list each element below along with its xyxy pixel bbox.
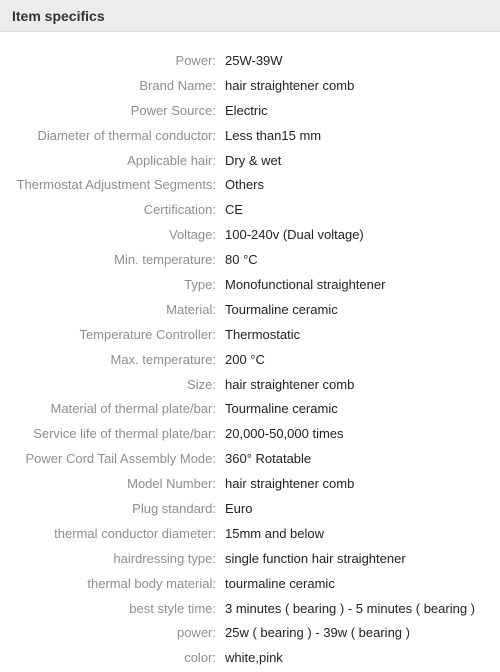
spec-label: Applicable hair: xyxy=(127,152,216,168)
spec-row-power-source xyxy=(0,99,500,124)
spec-label: Certification: xyxy=(143,202,216,218)
spec-label: Min. temperature: xyxy=(114,252,216,268)
spec-value: Less than15 mm xyxy=(225,127,322,143)
item-specifics-list xyxy=(0,49,500,671)
item-specifics-header xyxy=(0,0,500,32)
spec-label: Service life of thermal plate/bar: xyxy=(33,426,216,442)
spec-label: Model Number: xyxy=(127,476,216,492)
spec-value: Euro xyxy=(225,501,253,517)
spec-value: Dry & wet xyxy=(225,152,282,168)
spec-label: hairdressing type: xyxy=(113,550,216,566)
spec-label: best style time: xyxy=(129,600,216,616)
spec-row-best-style-time xyxy=(0,597,500,622)
spec-label: Voltage: xyxy=(169,227,216,243)
spec-label: Brand Name: xyxy=(139,77,216,93)
spec-row-power xyxy=(0,49,500,74)
spec-row-size xyxy=(0,373,500,398)
spec-label: color: xyxy=(184,650,216,666)
spec-value: Tourmaline ceramic xyxy=(225,301,338,317)
spec-label: Temperature Controller: xyxy=(79,326,216,342)
spec-value: 25W-39W xyxy=(225,53,283,68)
spec-value: Monofunctional straightener xyxy=(225,277,386,293)
spec-label: Material of thermal plate/bar: xyxy=(50,401,216,417)
spec-row-applicable-hair xyxy=(0,149,500,174)
spec-label: Type: xyxy=(184,277,216,293)
spec-value: white,pink xyxy=(225,650,283,666)
spec-row-plate-service-life xyxy=(0,422,500,447)
spec-row-hairdressing-type xyxy=(0,547,500,572)
spec-label: Power Cord Tail Assembly Mode: xyxy=(25,451,216,467)
spec-label: thermal body material: xyxy=(87,575,216,591)
spec-label: Diameter of thermal conductor: xyxy=(37,127,216,143)
spec-row-type xyxy=(0,273,500,298)
spec-row-plate-material xyxy=(0,397,500,422)
spec-label: Size: xyxy=(187,376,216,392)
spec-row-power-cord-mode xyxy=(0,447,500,472)
spec-label: thermal conductor diameter: xyxy=(54,525,216,541)
spec-value: 360° Rotatable xyxy=(225,451,312,467)
spec-label: Power Source: xyxy=(130,102,216,118)
spec-value: Tourmaline ceramic xyxy=(225,401,338,417)
spec-value: 3 minutes ( bearing ) - 5 minutes ( bearing ) xyxy=(225,600,475,616)
spec-row-temperature-controller xyxy=(0,323,500,348)
spec-row-min-temperature xyxy=(0,248,500,273)
spec-value: hair straightener comb xyxy=(225,77,355,93)
spec-label: Material: xyxy=(166,301,216,317)
spec-row-certification xyxy=(0,198,500,223)
spec-row-plug-standard xyxy=(0,497,500,522)
panel-title: Item specifics xyxy=(12,8,105,24)
spec-row-color xyxy=(0,646,500,671)
spec-row-material xyxy=(0,298,500,323)
spec-value: CE xyxy=(225,202,244,218)
spec-value: tourmaline ceramic xyxy=(225,575,335,591)
spec-row-thermostat-segments xyxy=(0,173,500,198)
spec-value: single function hair straightener xyxy=(225,550,406,566)
spec-value: 100-240v (Dual voltage) xyxy=(225,227,364,243)
spec-row-thermal-conductor-diameter xyxy=(0,522,500,547)
spec-value: 80 °C xyxy=(225,252,258,268)
spec-label: Max. temperature: xyxy=(110,351,216,367)
spec-value: 25w ( bearing ) - 39w ( bearing ) xyxy=(225,625,410,641)
spec-value: hair straightener comb xyxy=(225,476,355,492)
spec-value: hair straightener comb xyxy=(225,376,355,392)
spec-label: Power: xyxy=(175,53,216,68)
spec-label: Plug standard: xyxy=(132,501,216,517)
spec-row-power-range xyxy=(0,621,500,646)
spec-label: power: xyxy=(176,625,216,641)
spec-value: Others xyxy=(225,177,265,193)
spec-row-conductor-diameter xyxy=(0,124,500,149)
spec-value: 200 °C xyxy=(225,351,265,367)
spec-value: Electric xyxy=(225,102,268,118)
spec-value: Thermostatic xyxy=(225,326,301,342)
spec-value: 20,000-50,000 times xyxy=(225,426,344,442)
spec-row-brand-name xyxy=(0,74,500,99)
spec-row-voltage xyxy=(0,223,500,248)
spec-row-max-temperature xyxy=(0,348,500,373)
spec-value: 15mm and below xyxy=(225,525,324,541)
spec-row-thermal-body-material xyxy=(0,572,500,597)
spec-row-model-number xyxy=(0,472,500,497)
spec-label: Thermostat Adjustment Segments: xyxy=(16,177,216,193)
